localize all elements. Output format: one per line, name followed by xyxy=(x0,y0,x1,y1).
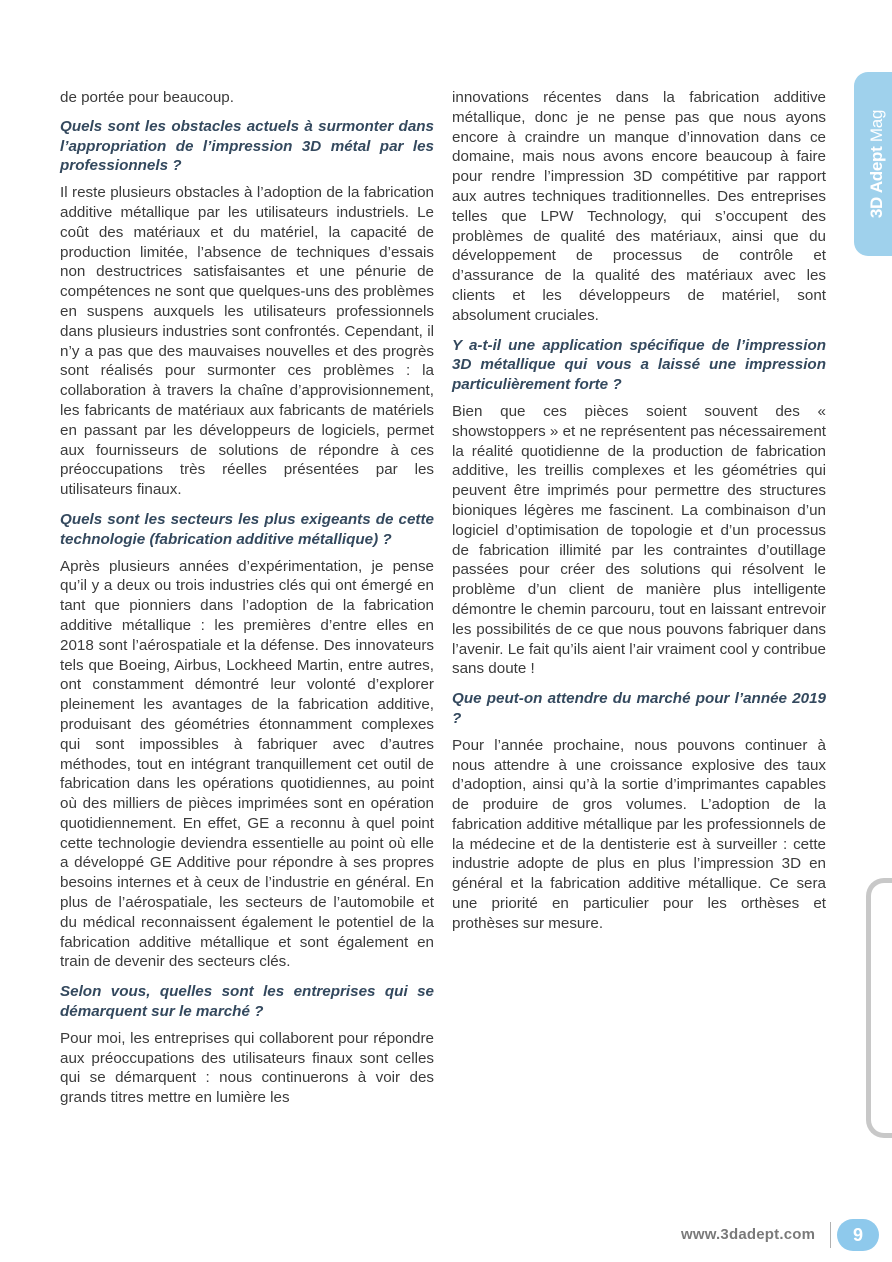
question-heading: Quels sont les secteurs les plus exigeants de cette technologie (fabrication additive métallique) ? xyxy=(60,510,434,548)
article-column-left xyxy=(60,88,434,1118)
article-column-right xyxy=(452,88,826,944)
magazine-brand-label: 3D Adept Mag xyxy=(867,109,886,219)
paragraph-continuation: de portée pour beaucoup. xyxy=(60,89,234,106)
footer-website-link[interactable]: www.3dadept.com xyxy=(681,1226,816,1243)
page-number-badge: 9 xyxy=(837,1219,879,1251)
question-heading: Y a-t-il une application spécifique de l’impression 3D métallique qui vous a laissé une impression particulièrement forte ? xyxy=(452,336,826,394)
answer-paragraph: Pour l’année prochaine, nous pouvons continuer à nous attendre à une croissance explosive des taux d’adoption, ainsi qu’à la sortie d’imprimantes capables de produire de gros volumes. L’adoption de la fabrication additive métallique par les professionnels de la médecine et de la dentisterie est à surveiller : cette industrie adopte de plus en plus l’impression 3D en général et la fabrication additive métallique. Ce sera une priorité en particulier pour les orthèses et prothèses sur mesure. xyxy=(452,736,826,932)
question-heading: Quels sont les obstacles actuels à surmonter dans l’appropriation de l’impression 3D métal par les professionnels ? xyxy=(60,117,434,175)
question-heading: Que peut-on attendre du marché pour l’année 2019 ? xyxy=(452,690,826,727)
question-heading: Selon vous, quelles sont les entreprises qui se démarquent sur le marché ? xyxy=(60,983,434,1021)
side-decorative-frame xyxy=(866,878,892,1138)
answer-paragraph: Bien que ces pièces soient souvent des « showstoppers » et ne représentent pas nécessairement la réalité quotidienne de la production de fabrication additive, les treillis complexes et les géométries qui peuvent être imprimés pour permettre des structures bioniques légères me fascinent. La combinaison d’un logiciel d’optimisation de topologie et d’un processus de fabrication illimité par les contraintes d’outillage passées pour créer des solutions qui résolvent le problème d’un client de manière plus intelligente démontre le chemin parcouru, tout en laissant entrevoir les possibilités de ce que nous pouvons fabriquer dans l’avenir. Le fait qu’ils aient l’air vraiment cool y contribue sans doute ! xyxy=(452,402,826,678)
answer-paragraph: Après plusieurs années d’expérimentation, je pense qu’il y a deux ou trois industries clés qui ont émergé en tant que pionniers dans l’adoption de la fabrication additive métallique : les premières d’entre elles en 2018 sont l’aérospatiale et la défense. Des innovateurs tels que Boeing, Airbus, Lockheed Martin, entre autres, ont constamment démontré leur volonté d’explorer pleinement les avantages de la fabrication additive, produisant des géométries étonnamment complexes qui sont impossibles à fabriquer avec d’autres méthodes, tout en intégrant tranquillement cet outil de fabrication dans les opérations quotidiennes, au point où des milliers de pièces imprimées sont en opération quotidiennement. En effet, GE a reconnu à quel point cette technologie deviendra essentielle au point où elle a développé GE Additive pour répondre à ses propres besoins internes et à ceux de l’industrie en général. En plus de l’aérospatiale, les secteurs de l’automobile et du médical reconnaissent également le potentiel de la fabrication additive métallique et sont également en train de devenir des secteurs clés. xyxy=(60,557,434,971)
answer-paragraph: Il reste plusieurs obstacles à l’adoption de la fabrication additive métallique par les utilisateurs industriels. Le coût des matériaux et du matériel, la capacité de production limitée, l’absence de techniques d’essais non destructrices satisfaisantes et une pénurie de compétences ne sont que quelques-uns des problèmes en suspens auxquels les utilisateurs professionnels dans plusieurs industries sont confrontés. Cependant, il n’y a pas que des mauvaises nouvelles et des progrès sont réalisés pour surmonter ces problèmes : la collaboration à travers la chaîne d’approvisionnement, les fabricants de matériaux aux fabricants de matériels en passant par les développeurs de logiciels, permet aux fournisseurs de solutions de répondre à ces préoccupations très réelles présentées par les utilisateurs finaux. xyxy=(60,184,434,499)
answer-paragraph-continuation: innovations récentes dans la fabrication additive métallique, donc je ne pense pas que nous ayons encore à craindre un manque d’innovation dans ce domaine, mais nous avons encore beaucoup à faire pour rendre l’impression 3D compétitive par rapport aux autres techniques traditionnelles. Des entreprises telles que LPW Technology, qui s’occupent des problèmes de qualité des matériaux, ainsi que du développement de processus de contrôle et d’assurance de la qualité des matériaux avec les clients et les développeurs de matériel, sont absolument cruciales. xyxy=(452,89,826,324)
footer-divider xyxy=(830,1222,831,1248)
answer-paragraph: Pour moi, les entreprises qui collaborent pour répondre aux préoccupations des utilisateurs finaux sont celles qui se démarquent : nous continuerons à voir des grands titres mettre en lumière les xyxy=(60,1029,434,1107)
magazine-side-tab xyxy=(854,72,892,256)
